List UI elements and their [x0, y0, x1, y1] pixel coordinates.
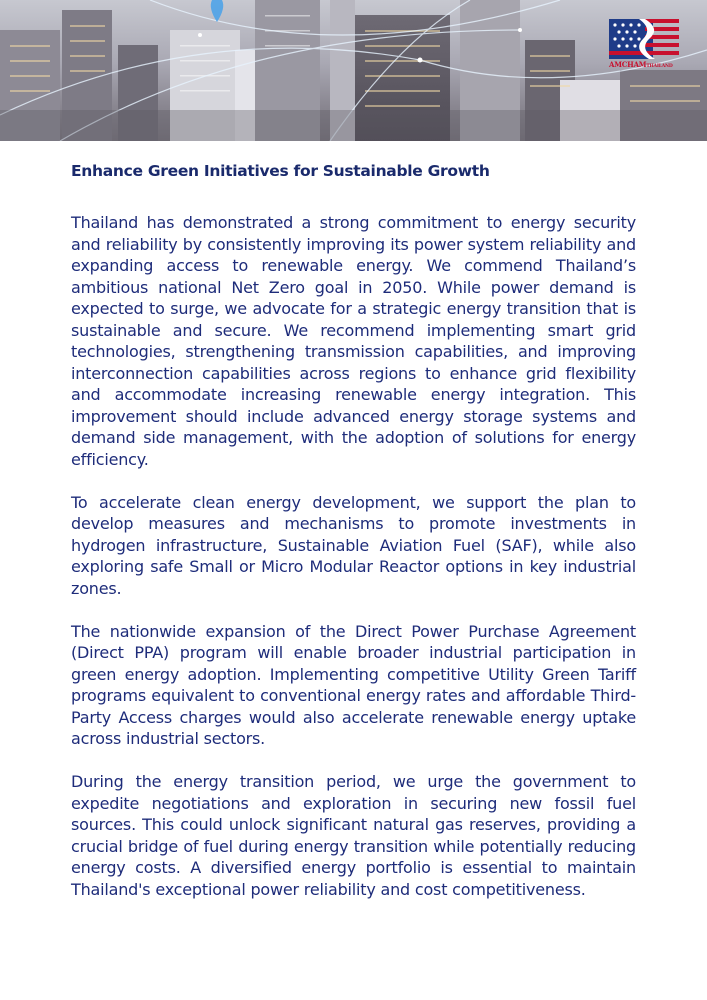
document-body — [71, 212, 636, 922]
document-title: Enhance Green Initiatives for Sustainable Growth — [71, 162, 490, 180]
paragraph-energy-transition: During the energy transition period, we urge the government to expedite negotiations and exploration in securing new fossil fuel sources. This could unlock significant natural gas reserves, providing a crucial bridge of fuel during energy transition while potentially reducing energy costs. A diversified energy portfolio is essential to maintain Thailand's exceptional power reliability and cost competitiveness. — [71, 772, 636, 899]
logo-text: AMCHAMTHAILAND — [609, 60, 673, 69]
paragraph-direct-ppa: The nationwide expansion of the Direct Power Purchase Agreement (Direct PPA) program will enable broader industrial participation in green energy adoption. Implementing competitive Utility Green Tariff programs equivalent to conventional energy rates and affordable Third-Party Access charges would also accelerate renewable energy uptake across industrial sectors. — [71, 621, 636, 748]
city-skyline-image — [0, 0, 707, 141]
paragraph-clean-energy: To accelerate clean energy development, we support the plan to develop measures and mechanisms to promote investments in hydrogen infrastructure, Sustainable Aviation Fuel (SAF), while also exploring safe Small or Micro Modular Reactor options in key industrial zones. — [71, 492, 636, 598]
location-pin-icon — [211, 0, 223, 22]
paragraph-grid-reliability: Thailand has demonstrated a strong commitment to energy security and reliability by consistently improving its power system reliability and expanding access to renewable energy. We commend Thailand’s ambitious national Net Zero goal in 2050. While power demand is expected to surge, we advocate for a strategic energy transition that is sustainable and secure. We recommend implementing smart grid technologies, strengthening transmission capabilities, and improving interconnection capabilities across regions to enhance grid flexibility and accommodate increasing renewable energy integration. This improvement should include advanced energy storage systems and demand side management, with the adoption of solutions for energy efficiency. — [71, 213, 636, 469]
flag-logo-icon — [609, 19, 679, 59]
header-banner — [0, 0, 707, 141]
amcham-logo — [609, 19, 679, 71]
